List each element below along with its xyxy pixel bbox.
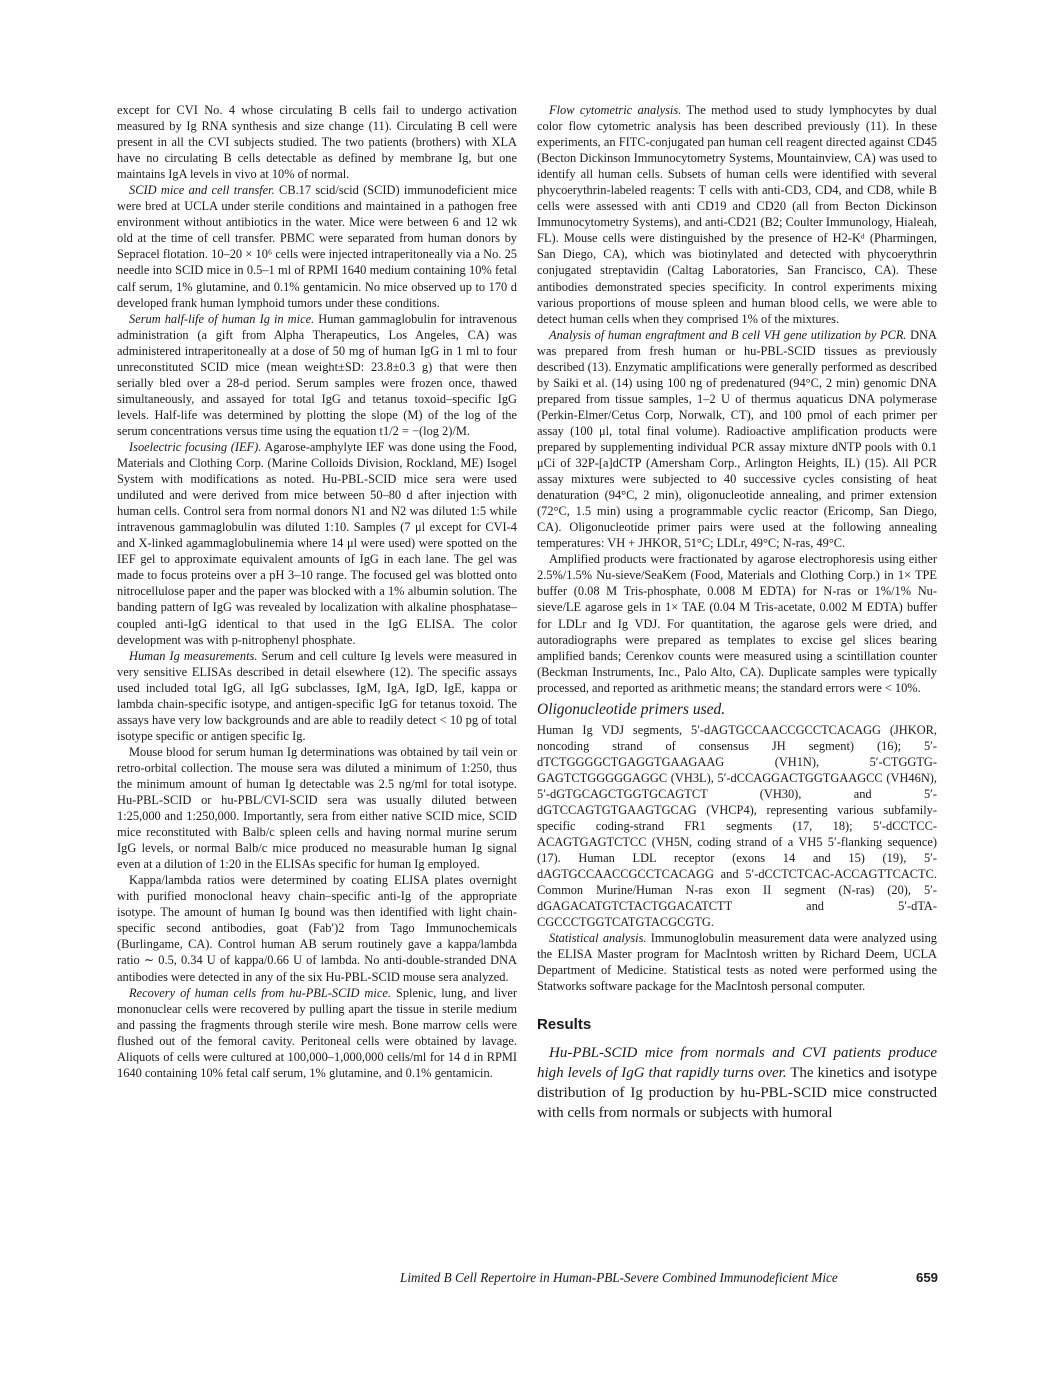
section-heading: Results xyxy=(537,1015,592,1033)
paragraph-text: Agarose-amphylyte IEF was done using the Food, Materials and Clothing Corp. (Marine Colloids Division, Rockland, ME) Isogel System with modifications as noted. Hu-PBL-SCID mice sera were used undiluted and were derived from mice between 50–80 d after injection with human cells. Control sera from normal donors N1 and N2 was diluted 1:5 while intravenous gammaglobulin was diluted 1:10. Samples (7 μl except for CVI-4 and X-linked agammaglobulinemia where 14 μl were used) were spotted on the IEF gel to approximate equivalent amounts of IgG in each lane. The gel was made to focus proteins over a pH 3–10 range. The focused gel was blotted onto nitrocellulose paper and the paper was blocked with a 1% albumin solution. The banding pattern of IgG was revealed by localization with alkaline phosphatase–coupled anti-IgG identical to that used in the IgG ELISA. The color development was with p-nitrophenyl phosphate. xyxy=(117,439,518,647)
right-column xyxy=(537,102,937,1123)
paragraph-text: DNA was prepared from fresh human or hu-PBL-SCID tissues as previously described (13). Enzymatic amplifications were generally performed as described by Saiki et al. (14) using 100 ng of predenatured (94°C, 2 min) genomic DNA prepared from tissue samples, 1–2 U of thermus aquaticus DNA polymerase (Perkin-Elmer/Cetus Corp, Norwalk, CT), and 100 pmol of each primer per assay (100 μl, total final volume). Radioactive amplification products were prepared by supplementing individual PCR assay mixture dNTP pools with 0.1 μCi of 32P-[a]dCTP (Amersham Corp., Arlington Heights, IL) (15). All PCR assay mixtures were subjected to 40 successive cycles consisting of heat denaturation (94°C, 2 min), oligonucleotide annealing, and primer extension (72°C, 1.5 min) using a programmable cyclic reactor (Ericomp, San Diego, CA). Oligonucleotide primer pairs were used at the following annealing temperatures: VH + JHKOR, 51°C; LDLr, 49°C; N-ras, 49°C. xyxy=(537,327,937,551)
paragraph xyxy=(117,102,517,182)
paragraph xyxy=(117,182,517,310)
results-paragraph xyxy=(537,1043,937,1124)
paragraph-heading: Isoelectric focusing (IEF). xyxy=(129,439,262,454)
paragraph-text: Amplified products were fractionated by agarose electrophoresis using either 2.5%/1.5% Nu-sieve/SeaKem (Food, Materials and Clothing Corp.) in 1× TPE buffer (0.08 M Tris-phosphate, 0.008 M EDTA) for N-ras or 1%/1% Nu-sieve/LE agarose gels in 1× TAE (0.04 M Tris-acetate, 0.002 M EDTA) buffer for LDLr and Ig VDJ. For quantitation, the agarose gels were dried, and autoradiographs were prepared as templates to excise gel slices bearing amplified bands; Cerenkov counts were measured using a scintillation counter (Beckman Instruments, Inc., Palo Alto, CA). Duplicate samples were typically processed, and reported as arithmetic means; the standard errors were < 10%. xyxy=(537,552,937,695)
paragraph-text: Human gammaglobulin for intravenous administration (a gift from Alpha Therapeutics, Los Angeles, CA) was administered intraperitoneally at a dose of 50 mg of human IgG in 1 ml to four unreconstituted SCID mice (mean weight±SD: 23.8±0.3 g) that were then serially bled over a 28-d period. Serum samples were frozen once, thawed simultaneously, and assayed for total IgG and tetanus toxoid–specific IgG levels. Half-life was determined by plotting the slope (M) of the log of the serum concentrations versus time using the equation t1/2 = −(log 2)/M. xyxy=(117,311,517,438)
page-number: 659 xyxy=(915,1270,938,1285)
paragraph-text: Kappa/lambda ratios were determined by coating ELISA plates overnight with purified monoclonal heavy chain–specific anti-Ig of the appropriate isotype. The amount of human Ig bound was then identified with light chain-specific second antibodies, goat (Fab′)2 from Tago Immunochemicals (Burlingame, CA). Control human AB serum routinely gave a kappa/lambda ratio ∼ 0.5, 0.34 U of kappa/0.66 U of lambda. No anti-double-stranded DNA antibodies were detected in any of the six Hu-PBL-SCID mouse sera analyzed. xyxy=(117,873,517,984)
paragraph-text: Mouse blood for serum human Ig determinations was obtained by tail vein or retro-orbital collection. The mouse sera was diluted a minimum of 1:250, thus the minimum amount of human Ig detectable was 2.5 ng/ml for total isotype. Hu-PBL-SCID or hu-PBL/CVI-SCID sera was usually diluted between 1:25,000 and 1:250,000. Importantly, sera from either native SCID mice, SCID mice reconstituted with Balb/c spleen cells and having normal murine serum IgG levels, or normal Balb/c mice produced no measurable human Ig signal even at a dilution of 1:20 in the ELISAs specific for human Ig employed. xyxy=(117,744,517,872)
paragraph-text: Splenic, lung, and liver mononuclear cells were recovered by pulling apart the tissue in sterile medium and passing the fragments through sterile wire mesh. Bone marrow cells were flushed out of the femoral cavity. Peritoneal cells were obtained by lavage. Aliquots of cells were cultured at 100,000–1,000,000 cells/ml for 14 d in RPMI 1640 containing 10% fetal calf serum, 1% glutamine, and 0.1% gentamicin. xyxy=(117,985,517,1080)
paragraph-heading: Human Ig measurements. xyxy=(129,648,258,663)
primers-paragraph: Human Ig VDJ segments, 5′-dAGTGCCAACCGCCTCACAGG (JHKOR, noncoding strand of consensus JH segment) (16); 5′-dTCTGGGGCTGAGGTGAAGAAG (VH1N), 5′-CTGGTG-GAGTCTGGGGGAGGC (VH3L), 5′-dCCAGGACTGGTGAAGCC (VH46N), 5′-dGTGCAGCTGGTGCAGTCT (VH30), and 5′-dGTCCAGTGTGAAGTGCAG (VHCP4), representing various subfamily-specific coding-strand FR1 segments (17, 18); 5′-dCCTCC-ACAGTGAGTCTCC (VH5N, coding strand of a VH5 5′-flanking sequence) (17). Human LDL receptor (exons 14 and 15) (19), 5′-dAGTGCCAACCGCCTCACAGG and 5′-dCCTCTCAC-ACCAGTTCACTC. Common Murine/Human N-ras exon II segment (N-ras) (20), 5′-dGAGACATGTCTACTGGACATCTT and 5′-dTA-CGCCCTGGTCATGTACGCGTG. xyxy=(537,722,937,930)
paragraph xyxy=(117,985,517,1081)
paragraph xyxy=(117,744,517,872)
paragraph-heading: Flow cytometric analysis. xyxy=(549,103,682,117)
paragraph xyxy=(117,311,517,439)
paragraph xyxy=(537,930,937,994)
paragraph-text: Serum and cell culture Ig levels were measured in very sensitive ELISAs described in detail elsewhere (12). The specific assays used included total IgG, all IgG subclasses, IgM, IgA, IgD, IgE, kappa or lambda chain-specific isotype, and antigen-specific IgG for tetanus toxoid. The assays have very low backgrounds and are able to readily detect < 10 pg of total isotype specific or antigen specific Ig. xyxy=(117,648,517,743)
paragraph-text: except for CVI No. 4 whose circulating B cells fail to undergo activation measured by Ig RNA synthesis and size change (11). Circulating B cell were present in all the CVI subjects studied. The two patients (brothers) with XLA have no circulating B cells detectable as defined by membrane Ig, but one maintains IgA levels in vivo at 10% of normal. xyxy=(117,103,517,182)
left-column xyxy=(117,102,517,1081)
page-footer xyxy=(400,1270,940,1286)
paragraph-heading: SCID mice and cell transfer. xyxy=(129,183,275,198)
paragraph-heading: Recovery of human cells from hu-PBL-SCID mice. xyxy=(129,985,391,1000)
paragraph-heading: Hu-PBL-SCID mice from normals and CVI patients produce high levels of IgG that rapidly turns over. xyxy=(537,1044,937,1081)
paragraph xyxy=(117,648,517,744)
paragraph-text: The kinetics and isotype distribution of Ig production by hu-PBL-SCID mice constructed with cells from normals or subjects with humoral xyxy=(537,1064,937,1122)
paragraph xyxy=(117,439,517,648)
section-subheading: Oligonucleotide primers used. xyxy=(537,700,726,718)
paragraph-text: The method used to study lymphocytes by dual color flow cytometric analysis has been described previously (11). In these experiments, an FITC-conjugated pan human cell reagent directed against CD45 (Becton Dickinson Immunocytometry Systems, Mountainview, CA) was used to identify all human cells. Subsets of human cells were identified with several phycoerythrin-labeled reagents: T cells with anti-CD3, CD4, and CD8, while B cells were assessed with anti CD19 and CD20 (all from Becton Dickinson Immunocytometry Systems), and anti-CD21 (B2; Coulter Immunology, Hialeah, FL). Mouse cells were distinguished by the presence of H2-Kᵈ (Pharmingen, San Diego, CA), which was biotinylated and detected with phycoerythrin conjugated streptavidin (Caltag Laboratories, San Francisco, CA). These antibodies demonstrated species specificity. In control experiments mixing various proportions of mouse spleen and human blood cells, we were able to detect human cells when they comprised 1% of the mixtures. xyxy=(537,103,938,326)
paragraph xyxy=(537,327,937,552)
running-title: Limited B Cell Repertoire in Human-PBL-Severe Combined Immunodeficient Mice xyxy=(400,1270,838,1285)
paragraph-text: Immunoglobulin measurement data were analyzed using the ELISA Master program for MacIntosh written by Richard Deem, UCLA Department of Medicine. Statistical tests as noted were performed using the Statworks software package for the MacIntosh personal computer. xyxy=(537,931,937,994)
paragraph xyxy=(117,872,517,984)
paragraph-heading: Analysis of human engraftment and B cell VH gene utilization by PCR. xyxy=(549,327,907,342)
paragraph-text: CB.17 scid/scid (SCID) immunodeficient mice were bred at UCLA under sterile conditions and maintained in a pathogen free environment without antibiotics in the water. Mice were between 6 and 12 wk old at the time of cell transfer. PBMC were separated from human donors by Sepracel flotation. 10–20 × 10⁶ cells were injected intraperitoneally via a No. 25 needle into SCID mice in 0.5–1 ml of RPMI 1640 medium containing 10% fetal calf serum, 1% glutamine, and 0.1% gentamicin. No mice observed up to 170 d developed frank human lymphoid tumors under these conditions. xyxy=(117,183,518,310)
paragraph-heading: Statistical analysis. xyxy=(549,931,647,946)
paragraph-heading: Serum half-life of human Ig in mice. xyxy=(129,311,315,326)
paragraph xyxy=(537,551,937,695)
paragraph xyxy=(537,102,937,327)
